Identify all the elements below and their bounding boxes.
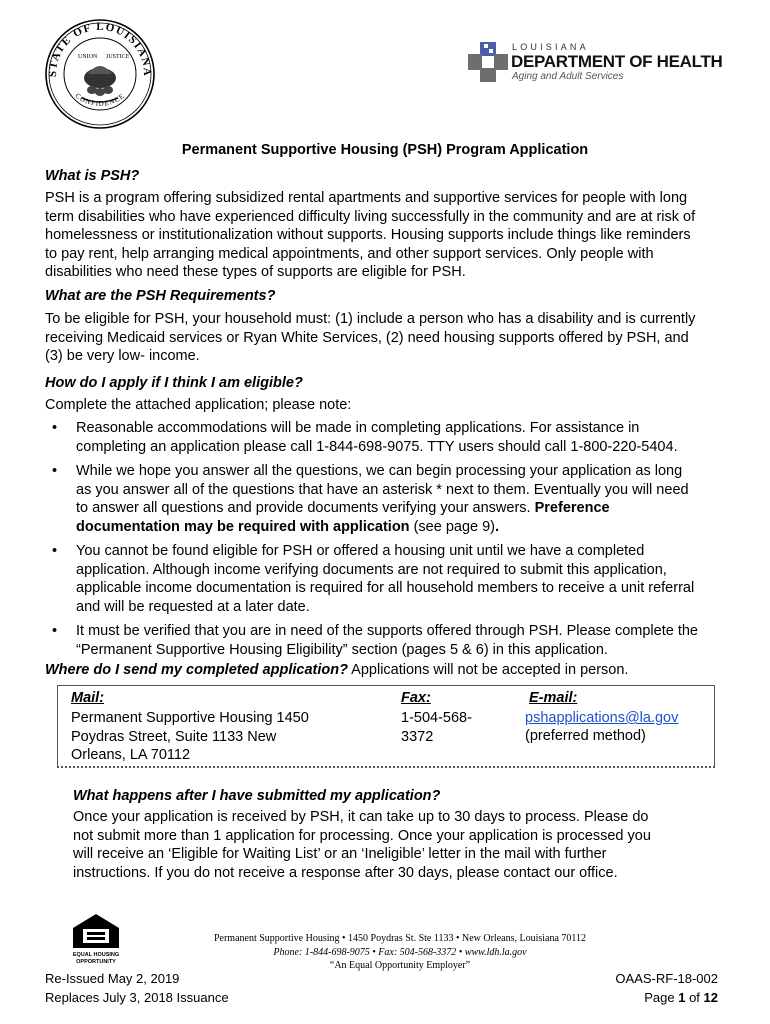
text-line: to pay rent, help arranging medical appointments, and other support services. Only people with: [45, 245, 654, 262]
equal-housing-logo: [66, 912, 126, 970]
list-item: [46, 542, 746, 616]
text-line: Permanent Supportive Housing 1450: [71, 710, 309, 726]
list-item: [46, 419, 746, 456]
text-line: PSH is a program offering subsidized rental apartments and supportive services for people with long: [45, 190, 688, 206]
email-note: (preferred method): [525, 728, 646, 744]
cross-icon: [468, 42, 508, 82]
apply-intro: Complete the attached application; please note:: [45, 397, 352, 413]
email-link[interactable]: pshapplications@la.gov: [525, 710, 679, 726]
send-heading: Where do I send my completed application?: [45, 662, 348, 678]
text-line: and will be requested at a later date.: [76, 598, 310, 615]
svg-text:STATE OF LOUISIANA: STATE OF LOUISIANA: [46, 20, 154, 78]
text-line: (3) be very low- income.: [45, 348, 200, 364]
text-line: term disabilities who have experienced difficulty living successfully in the community and are at risk of: [45, 208, 696, 225]
text-line: to answer all questions and provide documents verifying your answers. Preference: [76, 500, 610, 516]
requirements-body: [45, 310, 695, 366]
contact-box: [57, 685, 715, 768]
eho-line2: OPPORTUNITY: [76, 959, 116, 965]
text-line: While we hope you answer all the questions, we can begin processing your application as long: [76, 463, 683, 479]
text-line: homelessness or institutionalization without supports. Housing supports include things like reminders: [45, 227, 691, 243]
apply-bullets: [46, 419, 746, 659]
list-item: [46, 622, 746, 659]
fax-number: [401, 709, 472, 746]
send-note: Applications will not be accepted in person.: [351, 662, 629, 678]
text-line: documentation may be required with application (see page 9).: [76, 518, 500, 535]
text-line: receiving Medicaid services or Ryan White Services, (2) need housing supports offered by PSH, and: [45, 329, 689, 346]
text-line: To be eligible for PSH, your household must: (1) include a person who has a disability and is currently: [45, 311, 696, 327]
text-line: “Permanent Supportive Housing Eligibility” section (pages 5 & 6) in this application.: [76, 641, 608, 658]
requirements-heading: What are the PSH Requirements?: [45, 288, 276, 304]
bullet: •: [52, 420, 58, 436]
email-label: E-mail:: [529, 690, 578, 706]
text-line: Reasonable accommodations will be made in completing applications. For assistance in: [76, 420, 640, 436]
text-line: instructions. If you do not receive a response after 30 days, please contact our office.: [73, 864, 618, 881]
mail-address: [71, 709, 309, 765]
house-icon: [69, 912, 123, 950]
text-line: 1-504-568-: [401, 710, 472, 726]
footer-employer: “An Equal Opportunity Employer”: [329, 960, 471, 971]
page-number: Page 1 of 12: [644, 990, 718, 1005]
svg-text:JUSTICE: JUSTICE: [106, 54, 130, 60]
text-line: applicable income documentation is required for all household members to receive a unit referral: [76, 580, 695, 596]
list-item: [46, 462, 746, 536]
text-line: 3372: [401, 728, 434, 745]
logo-office: Aging and Adult Services: [512, 71, 624, 82]
footer-phone: Phone: 1-844-698-9075 • Fax: 504-568-3372 • www.ldh.la.gov: [273, 947, 527, 958]
apply-heading: How do I apply if I think I am eligible?: [45, 375, 303, 391]
eho-line1: EQUAL HOUSING: [72, 952, 120, 958]
reissued-date: Re-Issued May 2, 2019: [45, 971, 180, 986]
svg-text:UNION: UNION: [78, 54, 98, 60]
preference-emphasis: Preference: [534, 500, 610, 516]
text-line: You cannot be found eligible for PSH or offered a housing unit until we have a completed: [76, 543, 645, 559]
text-line: not submit more than 1 application for processing. Once your application is processed you: [73, 827, 651, 844]
what-is-body: [45, 189, 695, 282]
text-line: Poydras Street, Suite 1133 New: [71, 728, 277, 745]
mail-label: Mail:: [71, 690, 105, 706]
after-body: [73, 808, 651, 882]
text-line: It must be verified that you are in need of the supports offered through PSH. Please complete the: [76, 623, 698, 639]
text-line: as you answer all of the questions that have an asterisk * next to them. Eventually you will need: [76, 481, 689, 498]
state-seal: [44, 18, 156, 130]
documentation-emphasis: documentation may be required with application: [76, 518, 410, 535]
ldh-logo: [468, 40, 738, 84]
bullet: •: [52, 623, 58, 639]
text-line: application. Although income verifying documents are not required to submit this application,: [76, 561, 667, 578]
send-line: [45, 661, 628, 680]
replaces-date: Replaces July 3, 2018 Issuance: [45, 990, 229, 1005]
page-title: Permanent Supportive Housing (PSH) Program Application: [181, 142, 589, 158]
footer-address: Permanent Supportive Housing • 1450 Poydras St. Ste 1133 • New Orleans, Louisiana 70112: [213, 933, 587, 944]
logo-department: DEPARTMENT OF HEALTH: [511, 52, 723, 71]
after-heading: What happens after I have submitted my application?: [73, 788, 441, 804]
bullet: •: [52, 463, 58, 479]
logo-state: LOUISIANA: [512, 42, 589, 52]
what-is-heading: What is PSH?: [45, 168, 140, 184]
text-line: completing an application please call 1-844-698-9075. TTY users should call 1-800-220-5404.: [76, 438, 678, 455]
text-line: Orleans, LA 70112: [71, 747, 191, 763]
text-line: disabilities who need these types of supports are eligible for PSH.: [45, 264, 466, 280]
bullet: •: [52, 543, 58, 559]
text-line: will receive an ‘Eligible for Waiting List’ or an ‘Ineligible’ letter in the mail with further: [73, 846, 607, 862]
text-line: Once your application is received by PSH, it can take up to 30 days to process. Please do: [73, 809, 649, 825]
svg-text:CONFIDENCE: CONFIDENCE: [73, 91, 127, 108]
form-id: OAAS-RF-18-002: [615, 971, 718, 986]
fax-label: Fax:: [401, 690, 431, 706]
